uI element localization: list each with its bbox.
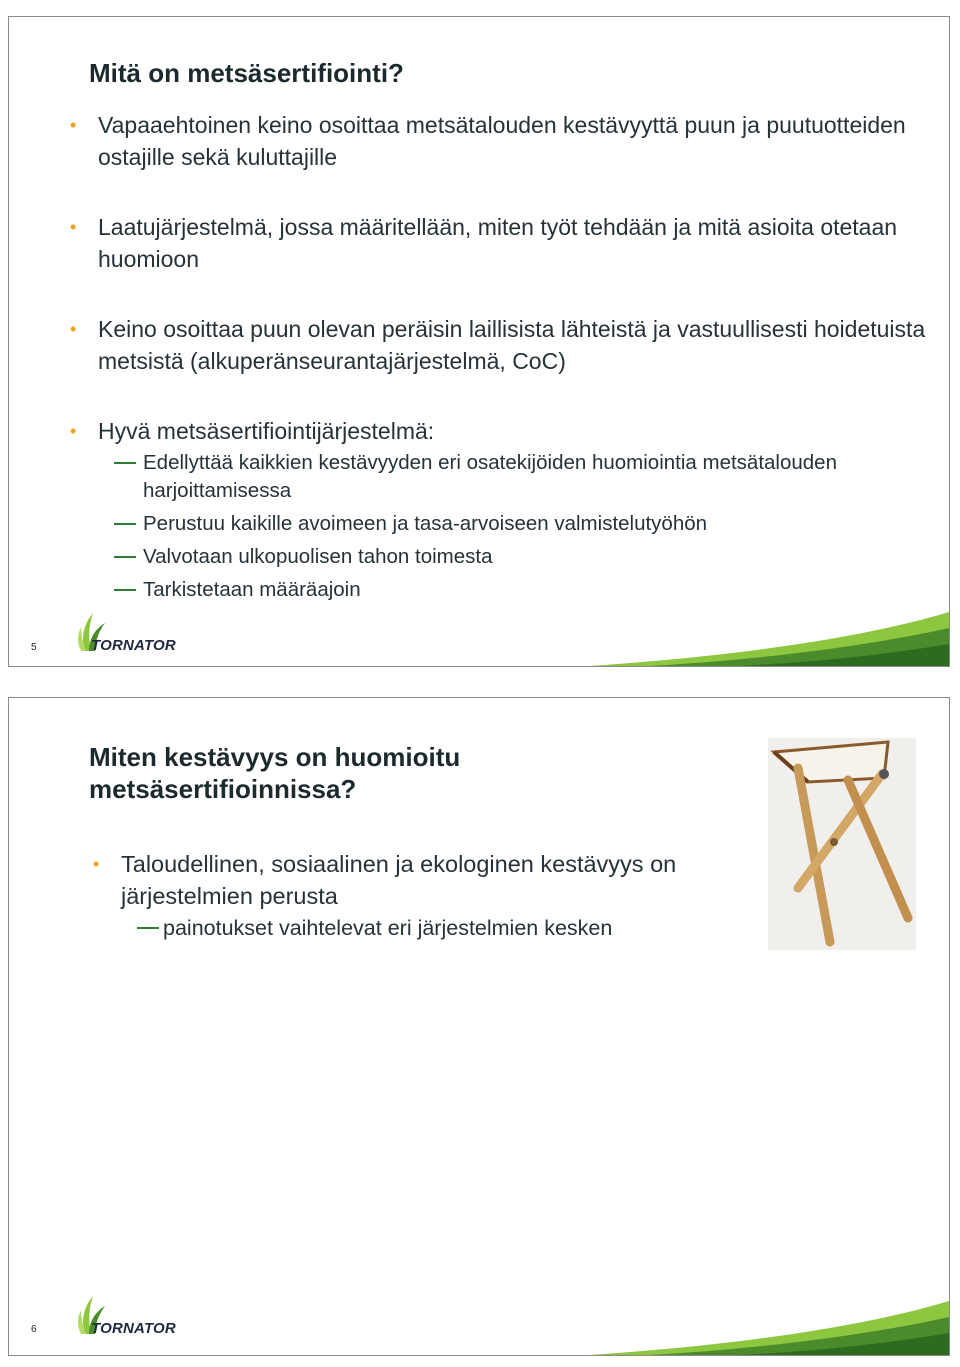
dash-icon <box>114 462 136 464</box>
stool-image-icon <box>768 738 916 950</box>
sub-bullet-text: Perustuu kaikille avoimeen ja tasa-arvoiseen valmistelutyöhön <box>143 512 708 535</box>
tornator-logo <box>75 1292 205 1338</box>
green-swoosh-icon <box>589 1295 949 1355</box>
folding-stool-photo <box>768 738 916 950</box>
dash-icon <box>114 523 136 525</box>
bullet-item <box>68 313 928 377</box>
bullet-item <box>68 211 928 275</box>
sub-bullet-list <box>98 449 928 604</box>
sub-bullet-item <box>98 449 928 505</box>
logo-text: TORNATOR <box>91 1320 176 1337</box>
green-swoosh-icon <box>589 606 949 666</box>
dash-icon <box>137 927 159 929</box>
sub-bullet-item <box>121 914 711 942</box>
tornator-logo <box>75 609 205 655</box>
sub-bullet-item <box>98 543 928 571</box>
bullet-list <box>68 109 928 609</box>
bullet-dot-icon: • <box>70 319 77 339</box>
slide-title: Miten kestävyys on huomioitu metsäsertifioinnissa? <box>89 742 461 804</box>
bullet-item <box>68 415 928 604</box>
slide-5 <box>8 16 950 667</box>
bullet-dot-icon: • <box>93 854 100 874</box>
bullet-text: Laatujärjestelmä, jossa määritellään, miten työt tehdään ja mitä asioita otetaan huomioon <box>98 214 898 272</box>
bullet-dot-icon: • <box>70 217 77 237</box>
slide-6 <box>8 697 950 1356</box>
bullet-dot-icon: • <box>70 421 77 441</box>
bullet-text: Keino osoittaa puun olevan peräisin laillisista lähteistä ja vastuullisesti hoidetuista metsistä (alkuperänseurantajärjestelmä, CoC) <box>98 316 926 374</box>
bullet-item <box>91 848 711 942</box>
sub-bullet-list <box>121 914 711 942</box>
bullet-dot-icon: • <box>70 115 77 135</box>
logo-text: TORNATOR <box>91 637 176 654</box>
page-number: 5 <box>31 642 37 653</box>
sub-bullet-text: Valvotaan ulkopuolisen tahon toimesta <box>143 545 493 568</box>
bullet-text: Taloudellinen, sosiaalinen ja ekologinen kestävyys on järjestelmien perusta <box>121 851 677 909</box>
bullet-text: Vapaaehtoinen keino osoittaa metsätalouden kestävyyttä puun ja puutuotteiden ostajille sekä kuluttajille <box>98 112 906 170</box>
bullet-list <box>91 848 711 947</box>
sub-bullet-text: Tarkistetaan määräajoin <box>143 578 361 601</box>
sub-bullet-text: painotukset vaihtelevat eri järjestelmien kesken <box>163 916 613 940</box>
sub-bullet-text: Edellyttää kaikkien kestävyyden eri osatekijöiden huomiointia metsätalouden harjoittamisessa <box>143 451 837 502</box>
page-number: 6 <box>31 1324 37 1335</box>
sub-bullet-item <box>98 510 928 538</box>
slide-title: Mitä on metsäsertifiointi? <box>89 58 404 88</box>
bullet-text: Hyvä metsäsertifiointijärjestelmä: <box>98 418 435 444</box>
dash-icon <box>114 556 136 558</box>
sub-bullet-item <box>98 576 928 604</box>
bullet-item <box>68 109 928 173</box>
dash-icon <box>114 589 136 591</box>
